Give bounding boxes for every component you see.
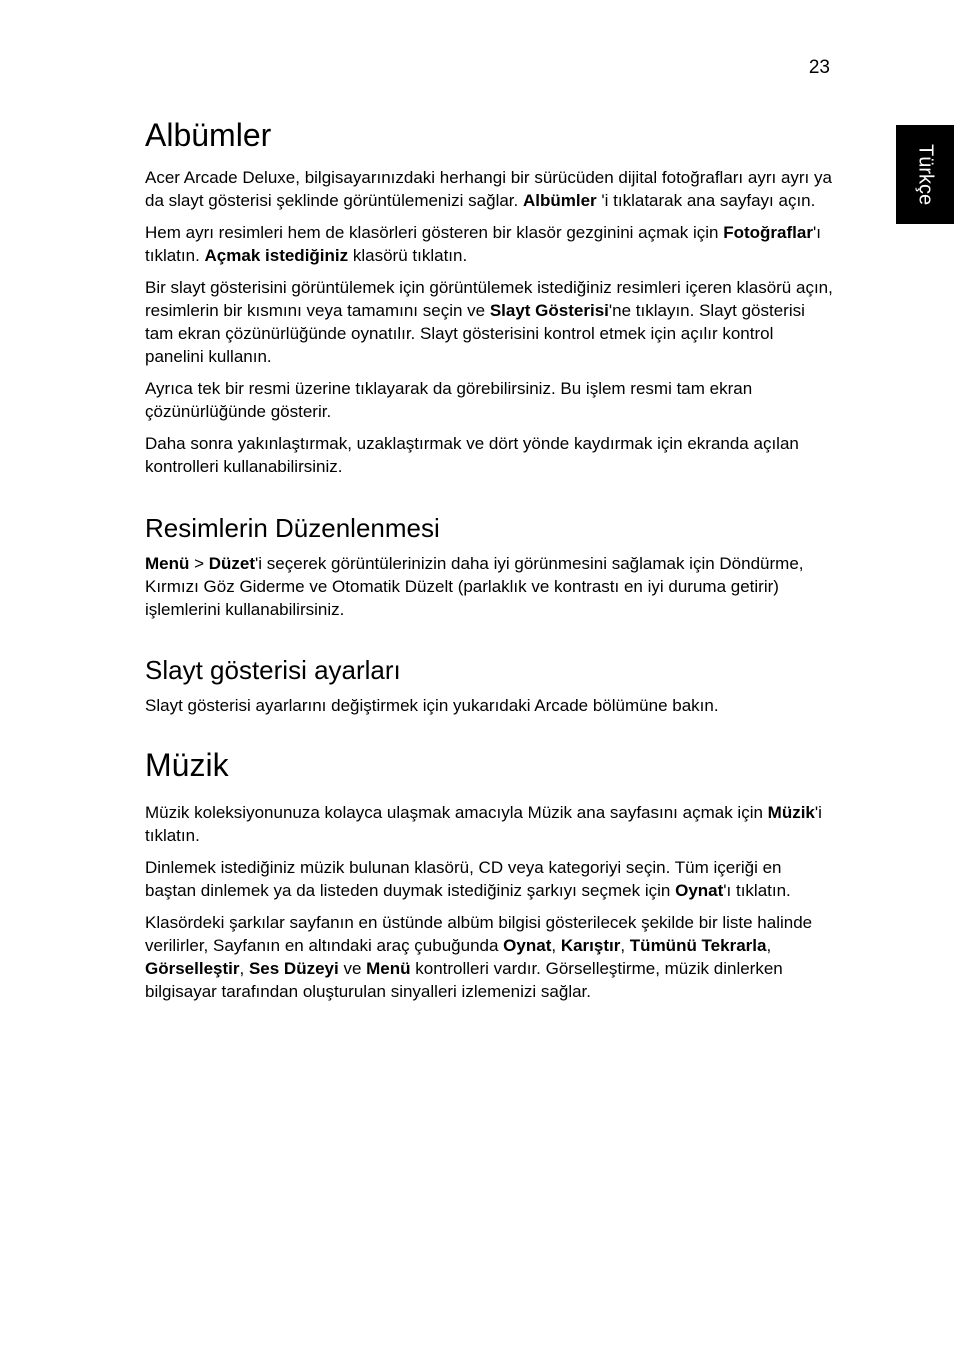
bold-term: Tümünü Tekrarla xyxy=(629,936,767,955)
separator: , xyxy=(620,936,630,955)
albums-paragraph-4: Ayrıca tek bir resmi üzerine tıklayarak da görebilirsiniz. Bu işlem resmi tam ekran çözünürlüğünde gösterir. xyxy=(145,379,753,421)
bold-term: Düzet xyxy=(208,554,256,573)
albums-paragraph-3 xyxy=(145,276,835,368)
text: > xyxy=(189,554,209,573)
bold-term: Menü xyxy=(366,959,411,978)
bold-term: Slayt Gösterisi xyxy=(489,301,609,320)
text: kontrolleri vardır. Görselleştirme, müzik dinlerken bilgisayar tarafından oluşturulan sinyalleri izlemenizi sağlar. xyxy=(145,959,783,1001)
albums-paragraph-2 xyxy=(145,221,835,267)
text: Klasördeki şarkılar sayfanın en üstünde albüm bilgisi gösterilecek şekilde bir liste halinde verilirler, Sayfanın en altındaki araç çubuğunda xyxy=(145,913,813,955)
text: Bir slayt gösterisini görüntülemek için görüntülemek istediğiniz resimleri içeren klasörü açın, resimlerin bir kısmını veya tamamını seçin ve xyxy=(145,278,833,320)
separator: ve xyxy=(338,959,367,978)
music-paragraph-1 xyxy=(145,801,835,847)
text: Dinlemek istediğiniz müzik bulunan klasörü, CD veya kategoriyi seçin. Tüm içeriği en baştan dinlemek ya da listeden duymak istediğiniz şarkıyı seçmek için xyxy=(145,858,782,900)
text: klasörü tıklatın. xyxy=(348,246,468,265)
bold-term: Oynat xyxy=(503,936,552,955)
text: Acer Arcade Deluxe, bilgisayarınızdaki herhangi bir sürücüden dijital fotoğrafları ayrı ayrı ya da slayt gösterisi şeklinde görüntülemenizi sağlar. xyxy=(145,168,832,210)
bold-term: Karıştır xyxy=(560,936,621,955)
bold-term: Ses Düzeyi xyxy=(248,959,339,978)
section-title-albums: Albümler xyxy=(145,117,272,153)
separator: , xyxy=(239,959,249,978)
bold-term: Menü xyxy=(145,554,190,573)
bold-term: Müzik xyxy=(767,803,815,822)
editing-paragraph-1 xyxy=(145,552,835,621)
text: 'ı tıklatın. xyxy=(145,223,821,265)
text: 'ne tıklayın. Slayt gösterisi tam ekran çözünürlüğünde oynatılır. Slayt gösterisini kontrol etmek için açılır kontrol panelini kullanın. xyxy=(145,301,805,366)
text: Hem ayrı resimleri hem de klasörleri gösteren bir klasör gezginini açmak için xyxy=(145,223,724,242)
page-content xyxy=(145,115,835,1012)
text: 'i tıklatarak ana sayfayı açın. xyxy=(596,191,816,210)
text: Müzik koleksiyonunuza kolayca ulaşmak amacıyla Müzik ana sayfasını açmak için xyxy=(145,803,768,822)
page-number: 23 xyxy=(808,57,830,78)
separator: , xyxy=(766,936,772,955)
music-paragraph-3 xyxy=(145,911,835,1003)
bold-term: Oynat xyxy=(675,881,724,900)
text: 'ı tıklatın. xyxy=(723,881,791,900)
language-tab xyxy=(896,125,954,224)
text: 'i tıklatın. xyxy=(145,803,822,845)
bold-term: Görselleştir xyxy=(145,959,240,978)
separator: , xyxy=(551,936,561,955)
section-title-editing: Resimlerin Düzenlenmesi xyxy=(145,513,440,543)
language-tab-label: Türkçe xyxy=(914,143,937,206)
slideshow-paragraph-1: Slayt gösterisi ayarlarını değiştirmek için yukarıdaki Arcade bölümüne bakın. xyxy=(145,696,719,715)
music-paragraph-2 xyxy=(145,856,835,902)
section-title-slideshow: Slayt gösterisi ayarları xyxy=(145,655,401,685)
albums-paragraph-5: Daha sonra yakınlaştırmak, uzaklaştırmak ve dört yönde kaydırmak için ekranda açılan kontrolleri kullanabilirsiniz. xyxy=(145,434,799,476)
bold-term: Albümler xyxy=(522,191,597,210)
section-title-music: Müzik xyxy=(145,747,229,783)
text: 'i seçerek görüntülerinizin daha iyi görünmesini sağlamak için Döndürme, Kırmızı Göz Giderme ve Otomatik Düzelt (parlaklık ve kontrastı en iyi duruma getirir) işlemlerini kullanabilirsiniz. xyxy=(145,554,804,619)
bold-term: Fotoğraflar xyxy=(723,223,813,242)
albums-paragraph-1 xyxy=(145,166,835,212)
bold-term: Açmak istediğiniz xyxy=(204,246,349,265)
